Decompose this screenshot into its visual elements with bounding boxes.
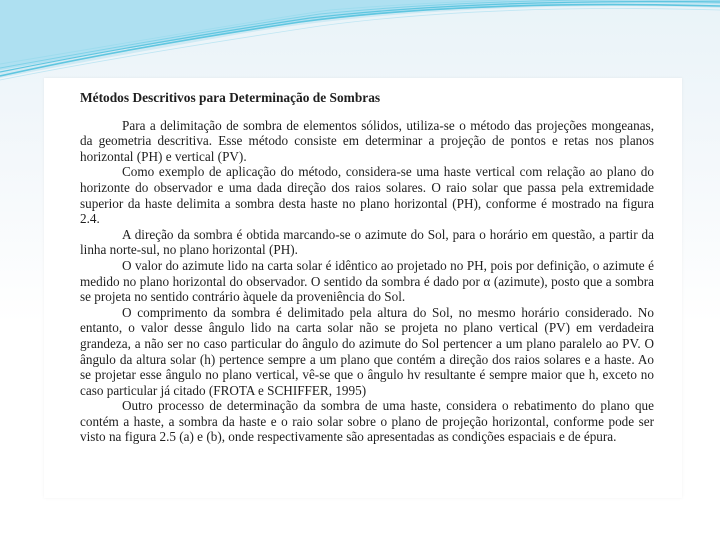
paragraph-6: Outro processo de determinação da sombra de uma haste, considera o rebatimento do plano que contém a haste, a sombra da haste e o raio solar sobre o plano de projeção horizontal, conforme pode ser visto na figura 2.5 (a) e (b), onde respectivamente são apresentadas as condições espaciais e de épura. — [80, 398, 654, 445]
decorative-wave-header — [0, 0, 720, 90]
document-text — [80, 90, 654, 445]
paragraph-2: Como exemplo de aplicação do método, considera-se uma haste vertical com relação ao plano do horizonte do observador e uma dada direção dos raios solares. O raio solar que passa pela extremidade superior da haste delimita a sombra desta haste no plano horizontal (PH), conforme é mostrado na figura 2.4. — [80, 164, 654, 227]
paragraph-5: O comprimento da sombra é delimitado pela altura do Sol, no mesmo horário considerado. No entanto, o valor desse ângulo lido na carta solar não se projeta no plano vertical (PV) em verdadeira grandeza, a não ser no caso particular do ângulo do azimute do Sol pertencer a um plano paralelo ao PV. O ângulo da altura solar (h) pertence sempre a um plano que contém a direção dos raios solares e a haste. Ao se projetar esse ângulo no plano vertical, vê-se que o ângulo hv resultante é sempre maior que h, exceto no caso particular já citado (FROTA e SCHIFFER, 1995) — [80, 304, 654, 398]
document-title: Métodos Descritivos para Determinação de Sombras — [80, 90, 381, 105]
paragraph-1: Para a delimitação de sombra de elementos sólidos, utiliza-se o método das projeções mongeanas, da geometria descritiva. Esse método consiste em determinar a projeção de pontos e retas nos planos horizontal (PH) e vertical (PV). — [80, 117, 654, 164]
paragraph-4: O valor do azimute lido na carta solar é idêntico ao projetado no PH, pois por definição, o azimute é medido no plano horizontal do observador. O sentido da sombra é dado por α (azimute), posto que a sombra se projeta no sentido contrário àquele da proveniência do Sol. — [80, 257, 654, 305]
paragraph-3: A direção da sombra é obtida marcando-se o azimute do Sol, para o horário em questão, a partir da linha norte-sul, no plano horizontal (PH). — [80, 226, 654, 258]
